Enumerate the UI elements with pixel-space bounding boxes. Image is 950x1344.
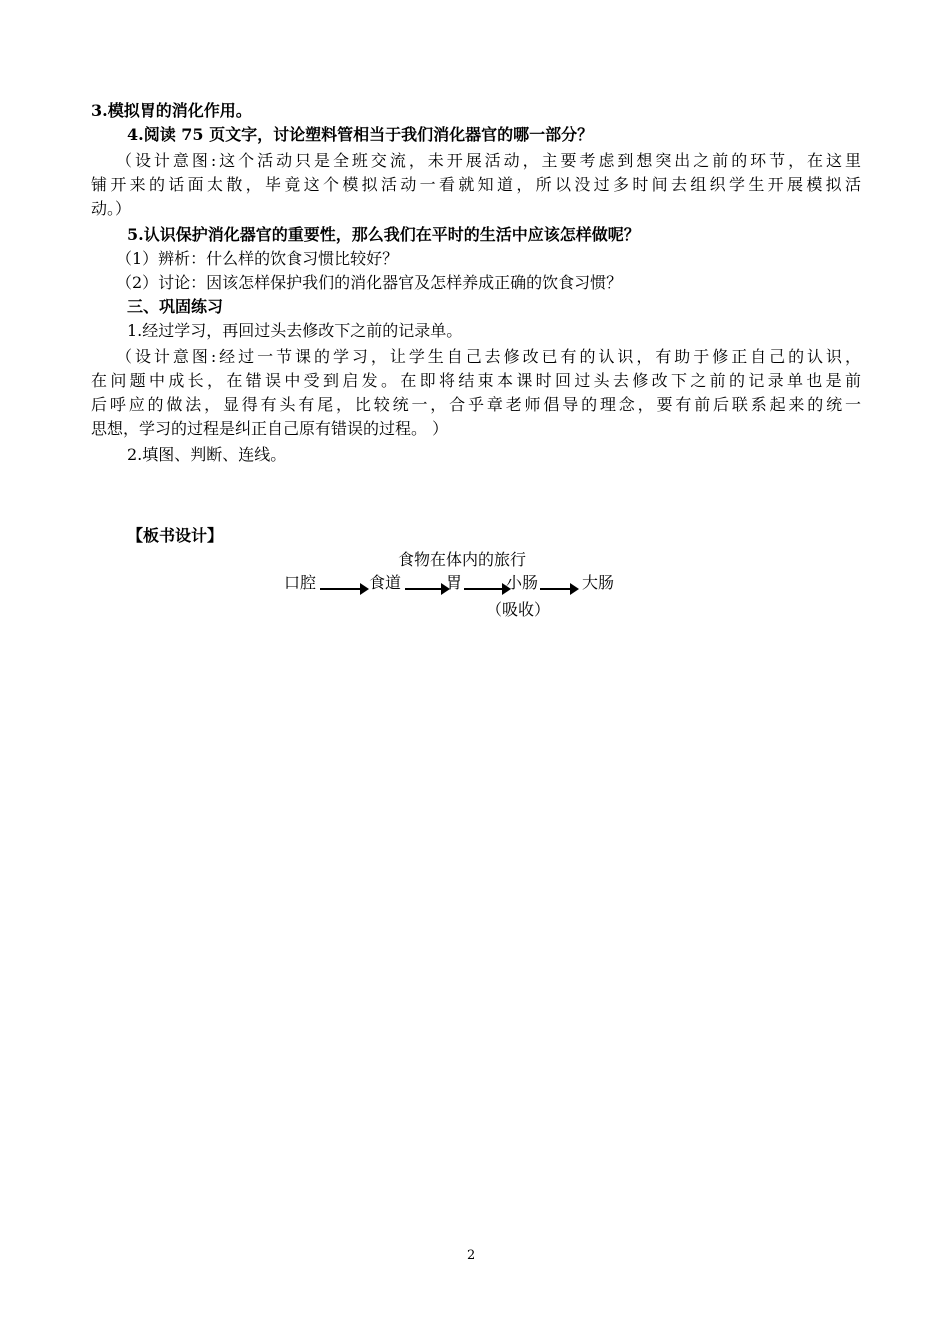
step-3: 3.模拟胃的消化作用。	[91, 101, 252, 120]
design-note-2-line-4: 思想，学习的过程是纠正自己原有错误的过程。 ）	[91, 419, 449, 438]
page-number: 2	[467, 1248, 476, 1263]
section-3-item-2: 2.填图、判断、连线。	[127, 445, 287, 464]
section-3-heading: 三、巩固练习	[127, 297, 224, 316]
design-note-2-line-3: 后呼应的做法，显得有头有尾，比较统一，合乎章老师倡导的理念，要有前后联系起来的统一	[91, 395, 861, 414]
design-note-2-line-2: 在问题中成长，在错误中受到启发。在即将结束本课时回过头去修改下之前的记录单也是前	[91, 371, 861, 390]
flow-step-mouth: 口腔	[284, 573, 317, 592]
flow-step-stomach: 胃	[446, 573, 463, 592]
absorption-note: （吸收）	[486, 600, 551, 619]
flow-step-esophagus: 食道	[369, 573, 402, 592]
design-note-1-line-2: 铺开来的话面太散，毕竟这个模拟活动一看就知道，所以没过多时间去组织学生开展模拟活	[91, 175, 861, 194]
design-note-1-line-3: 动。）	[91, 199, 132, 218]
step-5: 5.认识保护消化器官的重要性，那么我们在平时的生活中应该怎样做呢？	[127, 225, 640, 244]
design-note-1-line-1: （设计意图:这个活动只是全班交流，未开展活动，主要考虑到想突出之前的环节，在这里	[116, 151, 861, 170]
step-5-1: （1）辨析：什么样的饮食习惯比较好？	[116, 249, 399, 268]
flow-arrow-icon	[464, 588, 504, 590]
flow-arrow-icon	[540, 588, 572, 590]
design-note-2-line-1: （设计意图:经过一节课的学习，让学生自己去修改已有的认识，有助于修正自己的认识，	[116, 347, 861, 366]
step-4: 4.阅读 75 页文字，讨论塑料管相当于我们消化器官的哪一部分？	[127, 125, 594, 144]
step-5-2: （2）讨论：因该怎样保护我们的消化器官及怎样养成正确的饮食习惯？	[116, 273, 623, 292]
board-title: 食物在体内的旅行	[398, 550, 527, 569]
section-3-item-1: 1.经过学习，再回过头去修改下之前的记录单。	[127, 321, 463, 340]
flow-arrow-icon	[320, 588, 362, 590]
flow-step-small-intestine: 小肠	[506, 573, 539, 592]
flow-arrow-icon	[405, 588, 443, 590]
flow-step-large-intestine: 大肠	[582, 573, 615, 592]
board-design-heading: 【板书设计】	[127, 526, 224, 545]
